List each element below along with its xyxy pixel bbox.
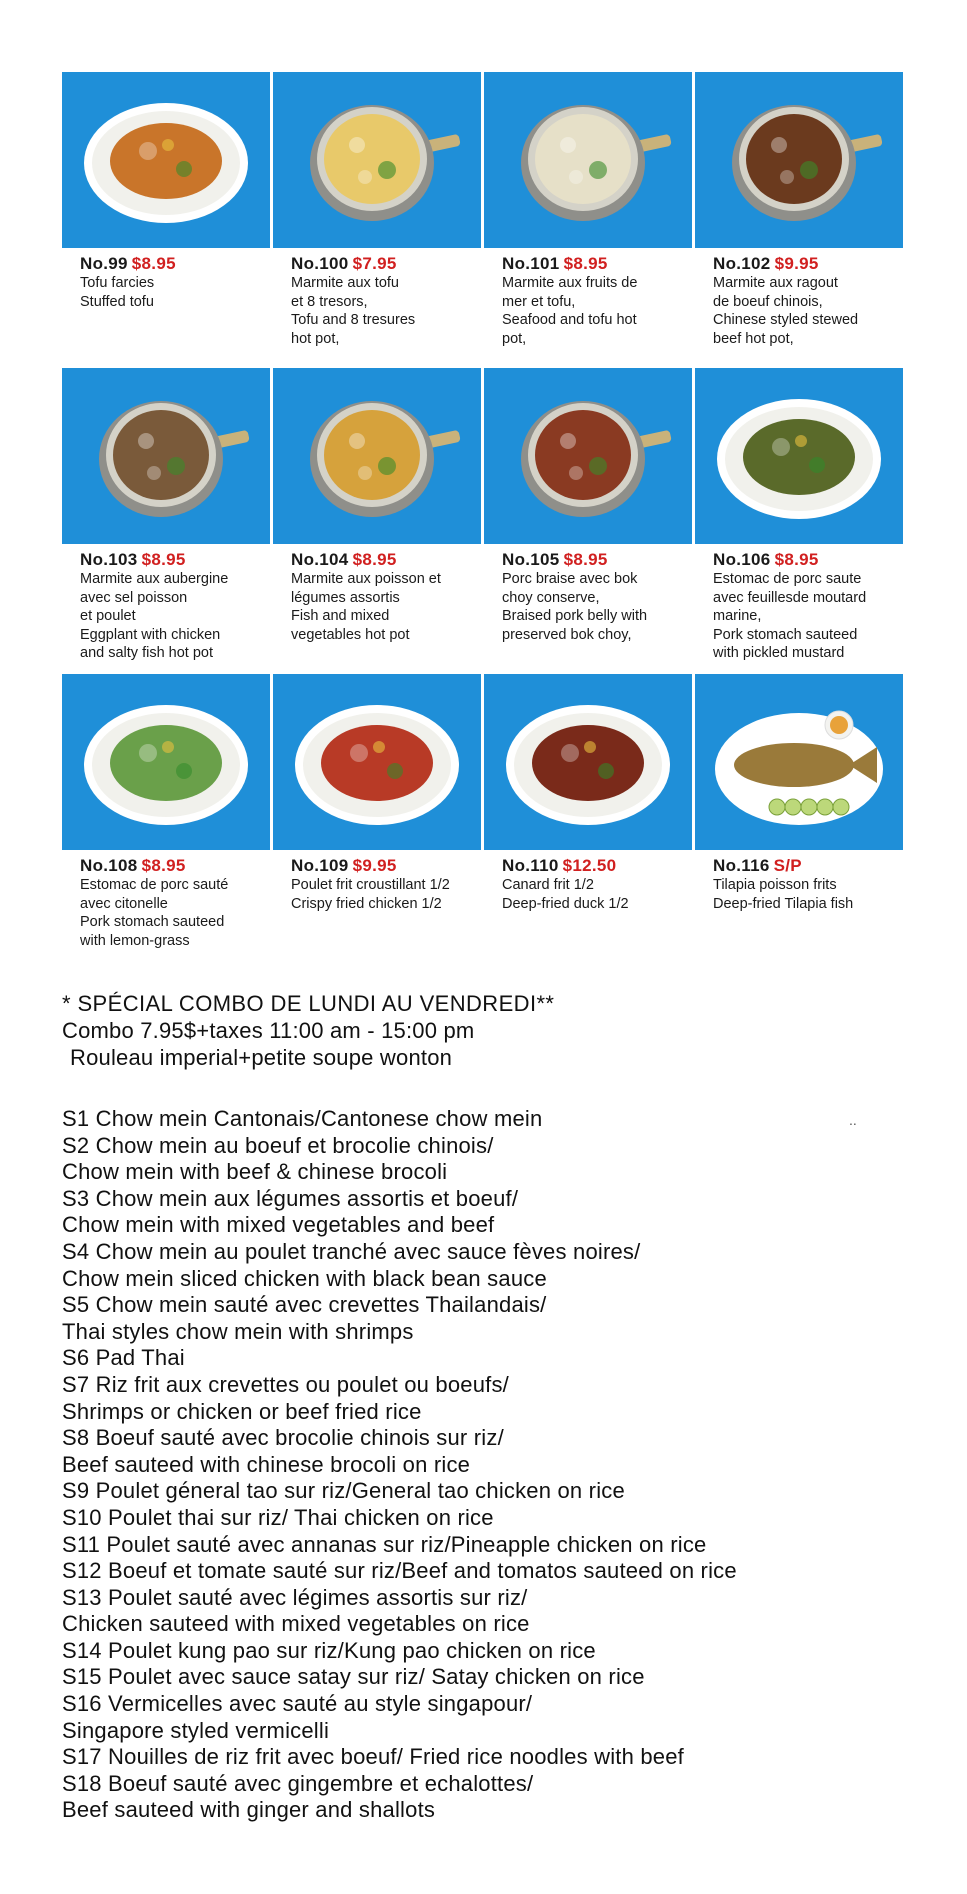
dish-price: S/P [773, 856, 802, 875]
combo-item-line: S15 Poulet avec sauce satay sur riz/ Satay chicken on rice [62, 1664, 645, 1690]
dish-row [62, 368, 904, 674]
dish-caption [273, 248, 481, 368]
dish-number: No.106 [713, 550, 771, 569]
dish-plate-image [709, 381, 889, 531]
combo-item-line: S6 Pad Thai [62, 1345, 185, 1371]
dish-number: No.110 [502, 856, 559, 875]
dish-number: No.108 [80, 856, 138, 875]
dish-plate-image [498, 687, 678, 837]
dish-number: No.102 [713, 254, 771, 273]
combo-item-line: S17 Nouilles de riz frit avec boeuf/ Fried rice noodles with beef [62, 1744, 684, 1770]
dish-photo [484, 72, 692, 248]
dish-number-price [502, 550, 692, 570]
dish-price: $7.95 [352, 254, 397, 273]
dish-caption [62, 248, 270, 368]
combo-item-line: S18 Boeuf sauté avec gingembre et echalottes/ [62, 1770, 534, 1796]
dish-price: $8.95 [563, 550, 608, 569]
combo-price-line: Combo 7.95$+taxes 11:00 am - 15:00 pm [62, 1018, 475, 1043]
dish-number-price [713, 254, 903, 274]
dish-number: No.116 [713, 856, 770, 875]
dish-caption [484, 544, 692, 674]
combo-item-line: S10 Poulet thai sur riz/ Thai chicken on rice [62, 1504, 494, 1530]
dish-description: Marmite aux fruits de mer et tofu, Seafood and tofu hot pot, [502, 275, 638, 347]
dish-description: Estomac de porc sauté avec citonelle Pork stomach sauteed with lemon-grass [80, 877, 229, 949]
dish-number-price [502, 856, 692, 876]
dish-caption [62, 850, 270, 966]
hot-pot-image [498, 381, 678, 531]
combo-item-line: Beef sauteed with chinese brocoli on rice [62, 1451, 471, 1477]
dish-caption [484, 850, 692, 966]
combo-item-line: S7 Riz frit aux crevettes ou poulet ou boeufs/ [62, 1371, 509, 1397]
combo-item-line: Shrimps or chicken or beef fried rice [62, 1398, 422, 1424]
combo-item-line: Chow mein with mixed vegetables and beef [62, 1212, 495, 1238]
combo-item-line: S14 Poulet kung pao sur riz/Kung pao chicken on rice [62, 1637, 596, 1663]
dish-card [695, 674, 903, 966]
dish-plate-image [709, 687, 889, 837]
dish-price: $8.95 [131, 254, 176, 273]
dish-number: No.103 [80, 550, 138, 569]
dish-photo [273, 674, 481, 850]
dish-caption [695, 544, 903, 674]
dish-card [484, 72, 692, 368]
dish-plate-image [287, 687, 467, 837]
combo-item-line: Chow mein sliced chicken with black bean sauce [62, 1265, 547, 1291]
dish-description: Marmite aux tofu et 8 tresors, Tofu and 8 tresures hot pot, [291, 275, 416, 347]
dish-description: Porc braise avec bok choy conserve, Braised pork belly with preserved bok choy, [502, 571, 648, 643]
dish-price: $9.95 [352, 856, 397, 875]
dish-description: Marmite aux ragout de boeuf chinois, Chinese styled stewed beef hot pot, [713, 275, 859, 347]
dish-photo [273, 72, 481, 248]
decorative-dots: .. [849, 1112, 857, 1128]
dish-price: $8.95 [141, 856, 186, 875]
dish-photo [62, 72, 270, 248]
dish-number-price [713, 856, 903, 876]
combo-item-line: Chow mein with beef & chinese brocoli [62, 1159, 448, 1185]
dish-photo [62, 674, 270, 850]
dish-number: No.104 [291, 550, 349, 569]
combo-section [62, 990, 912, 1071]
dish-price: $8.95 [141, 550, 186, 569]
dish-number-price [291, 550, 481, 570]
combo-includes: Rouleau imperial+petite soupe wonton [70, 1045, 453, 1070]
dish-description: Canard frit 1/2 Deep-fried duck 1/2 [502, 877, 629, 912]
combo-item-line: S5 Chow mein sauté avec crevettes Thailandais/ [62, 1292, 547, 1318]
combo-item-line: Beef sauteed with ginger and shallots [62, 1797, 436, 1823]
dish-description: Marmite aux poisson et légumes assortis Fish and mixed vegetables hot pot [291, 571, 441, 643]
dish-description: Estomac de porc saute avec feuillesde moutard marine, Pork stomach sauteed with pickled mustard [713, 571, 867, 661]
hot-pot-image [709, 85, 889, 235]
dish-row [62, 674, 904, 966]
dish-photo [484, 674, 692, 850]
dish-description: Tilapia poisson frits Deep-fried Tilapia fish [713, 877, 854, 912]
dish-card [695, 368, 903, 674]
dish-caption [695, 248, 903, 368]
dish-caption [273, 544, 481, 674]
combo-item-line: S11 Poulet sauté avec annanas sur riz/Pineapple chicken on rice [62, 1531, 707, 1557]
dish-photo [62, 368, 270, 544]
combo-item-line: Chicken sauteed with mixed vegetables on rice [62, 1611, 530, 1637]
combo-item-line: S1 Chow mein Cantonais/Cantonese chow mein [62, 1106, 543, 1131]
dish-description: Marmite aux aubergine avec sel poisson et poulet Eggplant with chicken and salty fish hot pot [80, 571, 229, 661]
combo-item-line: S13 Poulet sauté avec légimes assortis sur riz/ [62, 1584, 528, 1610]
dish-card [62, 674, 270, 966]
hot-pot-image [287, 85, 467, 235]
combo-title: * SPÉCIAL COMBO DE LUNDI AU VENDREDI** [62, 991, 555, 1016]
combo-item-line: Singapore styled vermicelli [62, 1717, 330, 1743]
combo-item-line: S4 Chow mein au poulet tranché avec sauce fèves noires/ [62, 1238, 641, 1264]
dish-caption [62, 544, 270, 674]
combo-item-line: S2 Chow mein au boeuf et brocolie chinois/ [62, 1132, 494, 1158]
dish-plate-image [76, 85, 256, 235]
dish-price: $12.50 [562, 856, 617, 875]
dish-plate-image [76, 687, 256, 837]
combo-item-line: S8 Boeuf sauté avec brocolie chinois sur riz/ [62, 1425, 504, 1451]
combo-item-line: Thai styles chow mein with shrimps [62, 1318, 414, 1344]
dish-description: Poulet frit croustillant 1/2 Crispy fried chicken 1/2 [291, 877, 450, 912]
dish-caption [273, 850, 481, 966]
combo-item-line: S9 Poulet géneral tao sur riz/General tao chicken on rice [62, 1478, 625, 1504]
dish-number-price [713, 550, 903, 570]
dish-photo [695, 368, 903, 544]
dish-description: Tofu farcies Stuffed tofu [80, 275, 155, 310]
dish-number: No.100 [291, 254, 349, 273]
dish-price: $9.95 [774, 254, 819, 273]
combo-item-line: S12 Boeuf et tomate sauté sur riz/Beef and tomatos sauteed on rice [62, 1558, 737, 1584]
dish-photo [695, 674, 903, 850]
hot-pot-image [498, 85, 678, 235]
dish-card [62, 72, 270, 368]
dish-number-price [502, 254, 692, 274]
dish-price: $8.95 [352, 550, 397, 569]
dish-row [62, 72, 904, 368]
dish-card [62, 368, 270, 674]
hot-pot-image [287, 381, 467, 531]
dish-caption [695, 850, 903, 966]
dish-photo [695, 72, 903, 248]
dish-number: No.101 [502, 254, 560, 273]
dish-number-price [291, 254, 481, 274]
dish-number-price [80, 254, 270, 274]
dish-photo [273, 368, 481, 544]
dish-card [273, 368, 481, 674]
dish-grid [62, 72, 904, 966]
combo-item-line: S3 Chow mein aux légumes assortis et boeuf/ [62, 1185, 519, 1211]
dish-number: No.105 [502, 550, 560, 569]
combo-item-list [62, 1106, 912, 1824]
dish-photo [484, 368, 692, 544]
dish-number-price [80, 856, 270, 876]
hot-pot-image [76, 381, 256, 531]
dish-card [484, 674, 692, 966]
dish-number-price [291, 856, 481, 876]
dish-card [273, 72, 481, 368]
dish-card [484, 368, 692, 674]
dish-price: $8.95 [774, 550, 819, 569]
dish-card [695, 72, 903, 368]
dish-number: No.99 [80, 254, 128, 273]
dish-price: $8.95 [563, 254, 608, 273]
dish-caption [484, 248, 692, 368]
combo-item-line: S16 Vermicelles avec sauté au style singapour/ [62, 1691, 533, 1717]
dish-card [273, 674, 481, 966]
dish-number-price [80, 550, 270, 570]
dish-number: No.109 [291, 856, 349, 875]
